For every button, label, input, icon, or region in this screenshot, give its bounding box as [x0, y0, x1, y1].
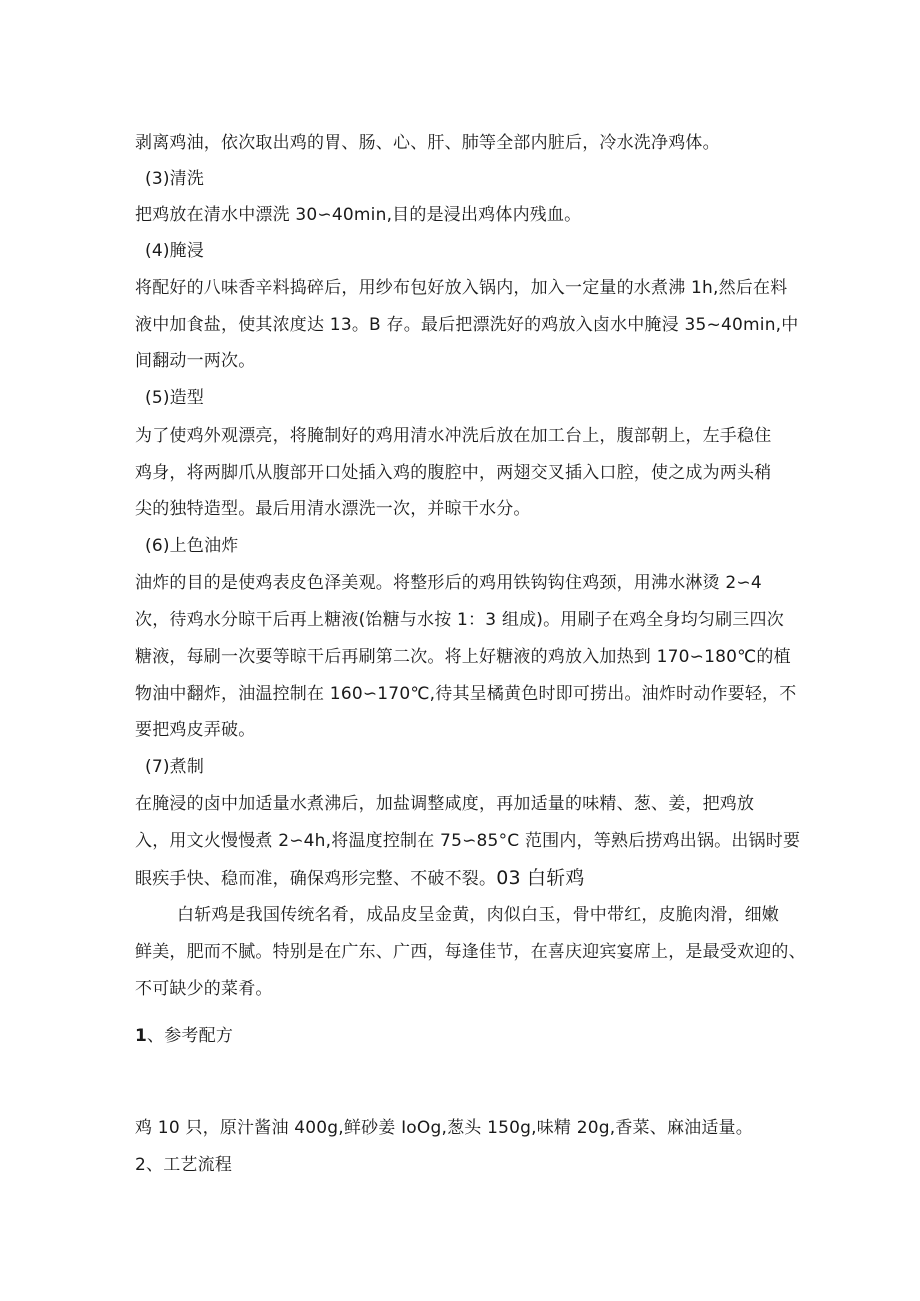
step-heading-wash: (3)清洗 — [145, 169, 205, 189]
text-line: 液中加食盐，使其浓度达 13。B 存。最后把漂洗好的鸡放入卤水中腌浸 35~40min,中 — [135, 315, 799, 335]
text-line: 物油中翻炸，油温控制在 160∽170℃,待其呈橘黄色时即可捞出。油炸时动作要轻，不 — [135, 684, 797, 704]
paragraph-line: 鲜美，肥而不腻。特别是在广东、广西，每逢佳节，在喜庆迎宾宴席上，是最受欢迎的、 — [135, 942, 806, 962]
step-heading-frying: (6)上色油炸 — [145, 536, 239, 556]
section-heading-white-cut-chicken: 03 白斩鸡 — [496, 867, 585, 889]
text-line: 油炸的目的是使鸡表皮色泽美观。将整形后的鸡用铁钩钩住鸡颈，用沸水淋烫 2∽4 — [135, 573, 762, 593]
section-title: 、参考配方 — [147, 1026, 234, 1046]
text-line: 糖液，每刷一次要等晾干后再刷第二次。将上好糖液的鸡放入加热到 170∽180℃的植 — [135, 647, 791, 667]
text-line: 尖的独特造型。最后用清水漂洗一次，并晾干水分。 — [135, 499, 531, 519]
step-heading-shaping: (5)造型 — [145, 388, 205, 408]
section-heading-process: 2、工艺流程 — [135, 1155, 233, 1175]
text-line-with-heading — [135, 866, 585, 890]
text-line: 把鸡放在清水中漂洗 30∽40min,目的是浸出鸡体内残血。 — [135, 205, 582, 225]
paragraph-line: 白斩鸡是我国传统名肴，成品皮呈金黄，肉似白玉，骨中带红，皮脆肉滑，细嫩 — [177, 905, 779, 925]
paragraph-line: 不可缺少的菜肴。 — [135, 979, 273, 999]
section-heading-recipe — [135, 1024, 233, 1048]
text-line: 要把鸡皮弄破。 — [135, 720, 256, 740]
section-number: 1 — [135, 1026, 148, 1046]
text-line: 在腌浸的卤中加适量水煮沸后，加盐调整咸度，再加适量的味精、葱、姜，把鸡放 — [135, 794, 755, 814]
step-heading-boiling: (7)煮制 — [145, 757, 205, 777]
text-line: 为了使鸡外观漂亮，将腌制好的鸡用清水冲洗后放在加工台上，腹部朝上，左手稳住 — [135, 426, 772, 446]
text-line: 鸡身，将两脚爪从腹部开口处插入鸡的腹腔中，两翅交叉插入口腔，使之成为两头稍 — [135, 463, 772, 483]
step-heading-marinate: (4)腌浸 — [145, 241, 205, 261]
text-line: 入，用文火慢慢煮 2∽4h,将温度控制在 75∽85°C 范围内，等熟后捞鸡出锅。出锅时要 — [135, 831, 801, 851]
text-line: 间翻动一两次。 — [135, 351, 256, 371]
text-span: 眼疾手快、稳而准，确保鸡形完整、不破不裂。 — [135, 869, 497, 889]
text-line: 次，待鸡水分晾干后再上糖液(饴糖与水按 1：3 组成)。用刷子在鸡全身均匀刷三四次 — [135, 610, 784, 630]
text-line: 将配好的八味香辛料捣碎后，用纱布包好放入锅内，加入一定量的水煮沸 1h,然后在料 — [135, 278, 788, 298]
text-line: 剥离鸡油，依次取出鸡的胃、肠、心、肝、肺等全部内脏后，冷水洗净鸡体。 — [135, 133, 720, 153]
recipe-line: 鸡 10 只，原汁酱油 400g,鲜砂姜 IoOg,葱头 150g,味精 20g,香菜、麻油适量。 — [135, 1118, 753, 1138]
